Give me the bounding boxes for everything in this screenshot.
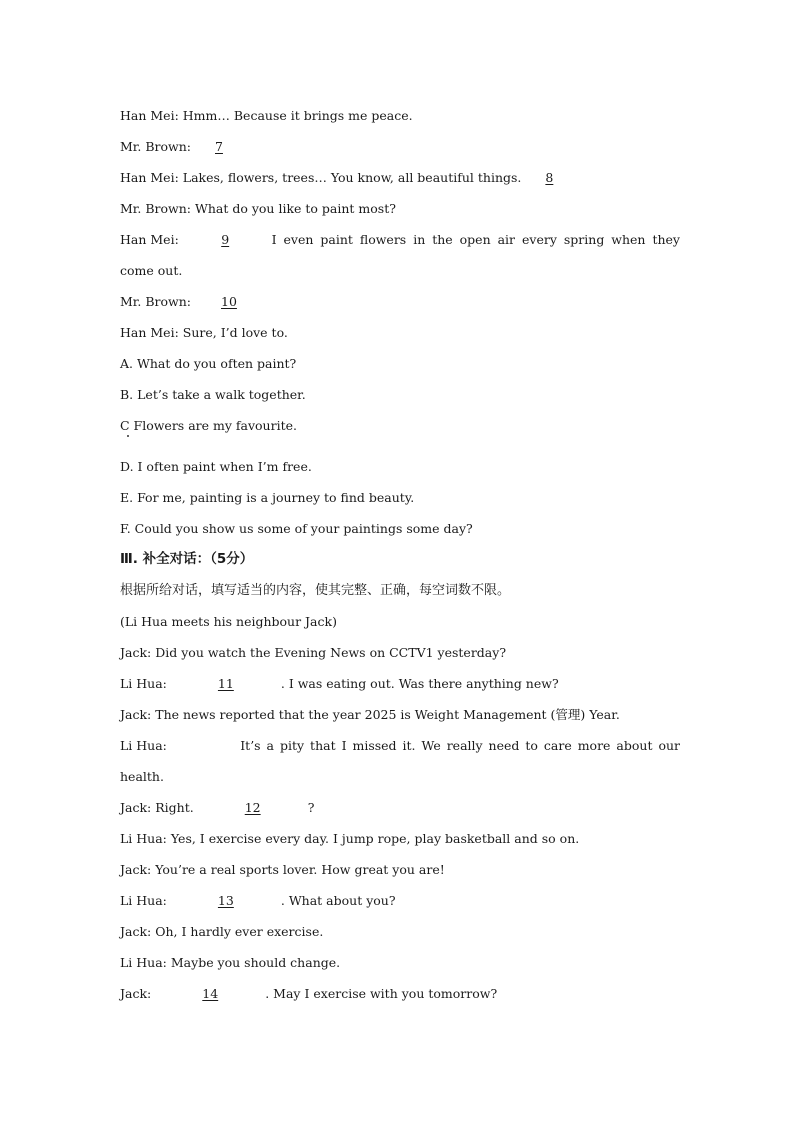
line-text: You’re a real sports lover. How great you are! — [155, 862, 445, 877]
speaker: Jack: — [120, 924, 152, 939]
dialogue-line — [120, 317, 680, 348]
line-text: What do you like to paint most? — [194, 201, 396, 216]
option-f: F. Could you show us some of your paintings some day? — [120, 521, 473, 536]
line-text: come out. — [120, 263, 183, 278]
answer-blank-12[interactable]: 12 — [244, 800, 261, 815]
answer-blank-8[interactable]: 8 — [545, 170, 554, 185]
speaker: Li Hua: — [120, 831, 167, 846]
line-text: Did you watch the Evening News on CCTV1 yesterday? — [155, 645, 507, 660]
speaker: Jack: — [120, 800, 152, 815]
dialogue-line — [120, 823, 680, 854]
line-text: . May I exercise with you tomorrow? — [265, 986, 498, 1001]
line-text: It’s a pity that I missed it. We really need to care more about our — [240, 738, 680, 753]
dialogue-line — [120, 699, 680, 730]
option-d: D. I often paint when I’m free. — [120, 459, 312, 474]
option-e: E. For me, painting is a journey to find beauty. — [120, 490, 415, 505]
line-text: The news reported that the year 2025 is Weight Management (管理) Year. — [155, 707, 620, 722]
dialogue-line — [120, 978, 680, 1009]
dialogue-context: (Li Hua meets his neighbour Jack) — [120, 614, 337, 629]
speaker: Mr. Brown: — [120, 294, 191, 309]
speaker: Han Mei: — [120, 232, 179, 247]
worksheet-page — [120, 100, 680, 1009]
speaker: Han Mei: — [120, 170, 179, 185]
line-text: Maybe you should change. — [170, 955, 341, 970]
line-text: health. — [120, 769, 164, 784]
line-text: Oh, I hardly ever exercise. — [155, 924, 324, 939]
dialogue-line — [120, 286, 680, 317]
speaker: Jack: — [120, 986, 152, 1001]
line-text: . I was eating out. Was there anything new? — [280, 676, 559, 691]
dialogue-line — [120, 100, 680, 131]
speaker: Mr. Brown: — [120, 201, 191, 216]
option-c: C Flowers are my favourite. — [120, 418, 297, 433]
speaker: Han Mei: — [120, 325, 179, 340]
dialogue-line — [120, 193, 680, 224]
dialogue-line — [120, 131, 680, 162]
line-text: Yes, I exercise every day. I jump rope, play basketball and so on. — [170, 831, 580, 846]
dialogue-line — [120, 885, 680, 916]
answer-blank-13[interactable]: 13 — [217, 893, 234, 908]
line-text: Lakes, flowers, trees… You know, all beautiful things. — [182, 170, 522, 185]
dialogue-line — [120, 224, 680, 255]
speaker: Han Mei: — [120, 108, 179, 123]
option-b: B. Let’s take a walk together. — [120, 387, 306, 402]
line-text: Hmm… Because it brings me peace. — [182, 108, 413, 123]
answer-blank-10[interactable]: 10 — [221, 294, 237, 309]
dialogue-line-continued — [120, 761, 680, 792]
section-heading: Ⅲ. 补全对话：（5分） — [120, 551, 254, 567]
dialogue-line — [120, 916, 680, 947]
speaker: Li Hua: — [120, 738, 167, 753]
speaker: Li Hua: — [120, 955, 167, 970]
speaker: Jack: — [120, 707, 152, 722]
speaker: Jack: — [120, 862, 152, 877]
dialogue-line-continued — [120, 255, 680, 286]
speaker: Mr. Brown: — [120, 139, 191, 154]
speaker: Li Hua: — [120, 893, 167, 908]
speaker: Li Hua: — [120, 676, 167, 691]
line-text: Sure, I’d love to. — [182, 325, 288, 340]
dialogue-line — [120, 162, 680, 193]
dialogue-line — [120, 854, 680, 885]
dialogue-line — [120, 668, 680, 699]
line-text: . What about you? — [280, 893, 396, 908]
option-a: A. What do you often paint? — [120, 356, 297, 371]
answer-blank-14[interactable]: 14 — [202, 986, 219, 1001]
answer-blank-9[interactable]: 9 — [221, 232, 230, 247]
line-text: Right. — [155, 800, 194, 815]
answer-blank-7[interactable]: 7 — [215, 139, 223, 154]
line-text: ? — [307, 800, 315, 815]
speaker: Jack: — [120, 645, 152, 660]
answer-blank-11[interactable]: 11 — [217, 676, 234, 691]
stray-dot — [120, 441, 680, 451]
dialogue-line — [120, 947, 680, 978]
dialogue-line — [120, 637, 680, 668]
dialogue-line — [120, 730, 680, 761]
dialogue-line — [120, 792, 680, 823]
section-instruction: 根据所给对话，填写适当的内容，使其完整、正确，每空词数不限。 — [120, 583, 511, 598]
line-text: I even paint flowers in the open air every spring when they — [271, 232, 680, 247]
